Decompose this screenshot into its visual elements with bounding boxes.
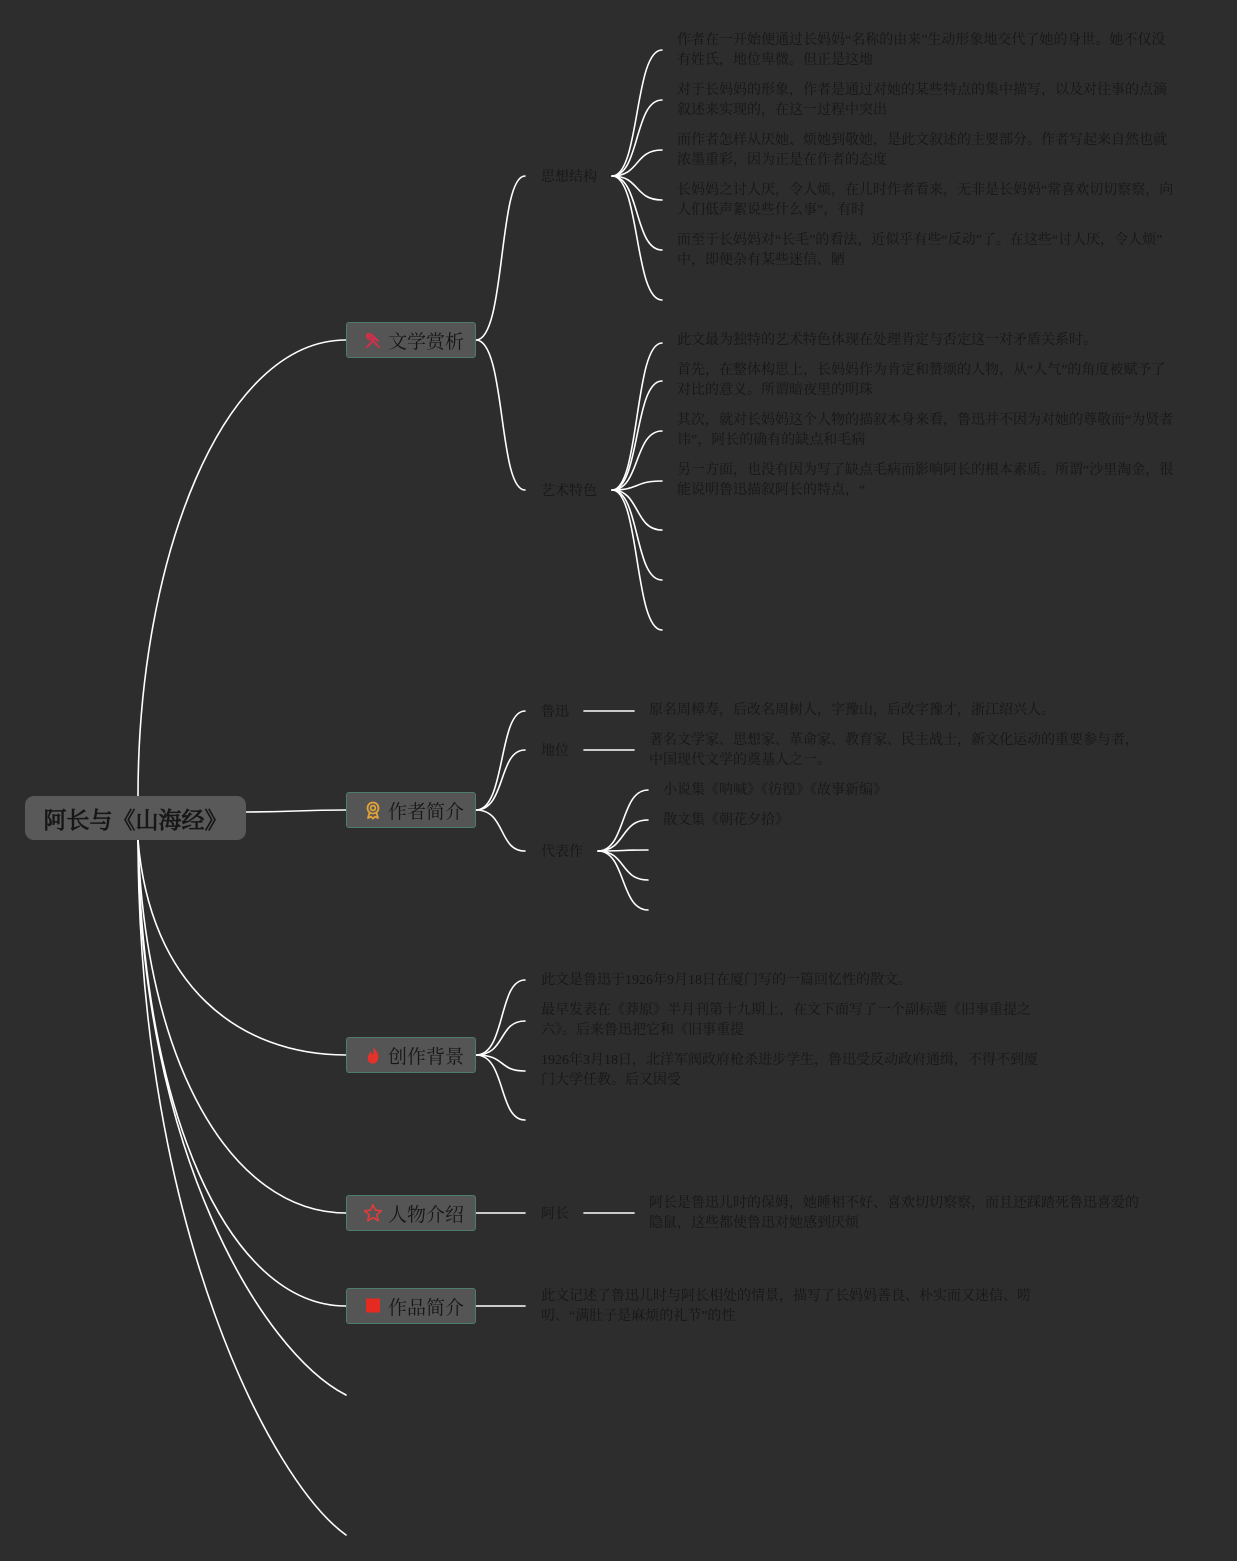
leaf-topic[interactable] (649, 1194, 1139, 1234)
leaf-topic[interactable] (649, 731, 1139, 771)
leaf-topic[interactable] (541, 1051, 1038, 1091)
connector-author-luxun (476, 711, 525, 810)
subtopic-achang[interactable]: 阿长 (541, 1205, 569, 1221)
leaf-line: 此文最为独特的艺术特色体现在处理肯定与否定这一对矛盾关系时。 (677, 333, 1097, 348)
leaf-line: 六》。后来鲁迅把它和《旧事重提 (541, 1023, 744, 1038)
star-icon (362, 1202, 384, 1224)
branch-label: 人物介绍 (388, 1204, 465, 1226)
leaf-topic[interactable] (677, 411, 1173, 451)
root-title: 阿长与《山海经》 (43, 806, 228, 833)
leaf-line: 阿长是鲁迅儿时的保姆，她睡相不好、喜欢切切察察，而且还踩踏死鲁迅喜爱的 (649, 1196, 1139, 1211)
connector-works-item-empty (598, 851, 648, 910)
connector-works-item (598, 820, 648, 851)
leaf-line: 作者在一开始便通过长妈妈“名称的由来”生动形象地交代了她的身世。她不仅没 (677, 33, 1166, 48)
leaf-line: 最早发表在《莽原》半月刊第十九期上，在文下面写了一个副标题《旧事重提之 (541, 1003, 1031, 1018)
fire-icon (362, 1044, 384, 1066)
leaf-topic[interactable] (663, 811, 789, 831)
connector-background-item (476, 980, 525, 1055)
branch-label: 文学赏析 (388, 331, 465, 353)
leaf-line: 对于长妈妈的形象，作者是通过对她的某些特点的集中描写，以及对往事的点滴 (677, 83, 1167, 98)
leaf-line: 中国现代文学的奠基人之一。 (649, 753, 831, 768)
leaf-topic[interactable] (677, 131, 1167, 171)
leaf-topic[interactable] (541, 971, 912, 991)
connector-art-item-empty (612, 490, 662, 530)
connector-root-empty-2 (138, 840, 346, 1535)
connector-background-item-empty (476, 1055, 525, 1120)
connector-author-works (476, 810, 525, 851)
leaf-line: 长妈妈之讨人厌，令人烦，在儿时作者看来，无非是长妈妈“常喜欢切切察察，向 (677, 183, 1174, 198)
connector-thought-item (612, 50, 662, 176)
branch-label: 创作背景 (388, 1046, 465, 1068)
leaf-line: 1926年3月18日，北洋军阀政府枪杀进步学生，鲁迅受反动政府通缉，不得不到厦 (541, 1053, 1038, 1068)
connector-thought-item-empty (612, 176, 662, 300)
branch-work-summary[interactable] (346, 1288, 476, 1324)
connector-literary-thought (476, 176, 525, 340)
leaf-line: 此文记述了鲁迅儿时与阿长相处的情景，描写了长妈妈善良、朴实而又迷信、唠 (541, 1289, 1031, 1304)
connector-root-work (138, 840, 346, 1306)
leaf-line: 原名周樟寿，后改名周树人，字豫山，后改字豫才，浙江绍兴人。 (649, 703, 1055, 718)
leaf-line: 叙述来实现的，在这一过程中突出 (677, 103, 887, 118)
leaf-topic[interactable] (677, 181, 1173, 221)
connector-art-item (612, 343, 662, 490)
leaf-line: 叨、“满肚子是麻烦的礼节”的性 (541, 1309, 736, 1324)
connector-root-empty-1 (138, 840, 346, 1395)
leaf-line: 著名文学家、思想家、革命家、教育家、民主战士，新文化运动的重要参与者， (649, 733, 1139, 748)
leaf-topic[interactable] (677, 231, 1162, 271)
leaf-topic[interactable] (677, 461, 1173, 501)
root-topic[interactable] (25, 796, 246, 840)
subtopic-representative-works[interactable]: 代表作 (541, 843, 583, 859)
connector-works-item-empty (598, 851, 648, 880)
branch-label: 作者简介 (388, 801, 465, 823)
branch-label: 作品简介 (388, 1297, 465, 1319)
leaf-topic[interactable] (677, 81, 1167, 121)
subtopic-artistic-features[interactable]: 艺术特色 (541, 482, 597, 498)
flag-icon (362, 1295, 384, 1317)
connector-literary-art (476, 340, 525, 490)
leaf-line: 小说集《呐喊》《彷徨》《故事新编》 (663, 783, 887, 798)
subtopic-luxun[interactable]: 鲁迅 (541, 703, 569, 719)
leaf-topic[interactable] (677, 331, 1097, 351)
award-icon (362, 799, 384, 821)
leaf-line: 其次，就对长妈妈这个人物的描叙本身来看，鲁迅并不因为对她的尊敬而“为贤者 (677, 413, 1174, 428)
leaf-topic[interactable] (663, 781, 887, 801)
leaf-line: 能说明鲁迅描叙阿长的特点，“ (677, 483, 866, 498)
connector-root-characters (138, 840, 346, 1213)
leaf-line: 隐鼠，这些都使鲁迅对她感到厌烦 (649, 1216, 859, 1231)
leaf-line: 而作者怎样从厌她、烦她到敬她，是此文叙述的主要部分。作者写起来自然也就 (677, 133, 1167, 148)
leaf-topic[interactable] (541, 1001, 1031, 1041)
leaf-line: 人们低声絮说些什么事”，有时 (677, 203, 866, 218)
branch-literary-appreciation[interactable] (346, 322, 476, 358)
branch-creation-background[interactable] (346, 1037, 476, 1073)
leaf-line: 散文集《朝花夕拾》 (663, 813, 789, 828)
connector-root-author (246, 810, 346, 812)
leaf-line: 此文是鲁迅于1926年9月18日在厦门写的一篇回忆性的散文。 (541, 973, 912, 988)
leaf-topic[interactable] (677, 31, 1165, 71)
leaf-topic[interactable] (541, 1287, 1031, 1327)
connector-art-item (612, 381, 662, 490)
leaf-line: 中，即便杂有某些迷信、陋 (677, 253, 845, 268)
tools-icon (362, 329, 384, 351)
leaf-topic[interactable] (677, 361, 1165, 401)
branch-character-intro[interactable] (346, 1195, 476, 1231)
leaf-line: 首先，在整体构思上，长妈妈作为肯定和赞颂的人物，从“人气”的角度被赋予了 (677, 363, 1166, 378)
connector-root-literary (138, 340, 346, 796)
leaf-line: 门大学任教。后又因受 (541, 1073, 681, 1088)
leaf-topic[interactable] (649, 701, 1055, 721)
subtopic-status[interactable]: 地位 (541, 742, 569, 758)
leaf-line: 讳”，阿长的确有的缺点和毛病 (677, 433, 866, 448)
leaf-line: 而至于长妈妈对“长毛”的看法，近似乎有些“反动”了。在这些“讨人厌，令人烦” (677, 233, 1163, 248)
connector-background-item (476, 1021, 525, 1055)
connector-author-status (476, 750, 525, 810)
leaf-line: 另一方面，也没有因为写了缺点毛病而影响阿长的根本素质。所谓“沙里淘金，很 (677, 463, 1174, 478)
leaf-line: 浓墨重彩，因为正是在作者的态度 (677, 153, 887, 168)
connector-art-item-empty (612, 490, 662, 580)
subtopic-thought-structure[interactable]: 思想结构 (541, 168, 597, 184)
leaf-line: 有姓氏，地位卑微。但正是这地 (677, 53, 873, 68)
leaf-line: 对比的意义。所谓暗夜里的明珠 (677, 383, 873, 398)
branch-author-intro[interactable] (346, 792, 476, 828)
connector-root-background (138, 840, 346, 1055)
